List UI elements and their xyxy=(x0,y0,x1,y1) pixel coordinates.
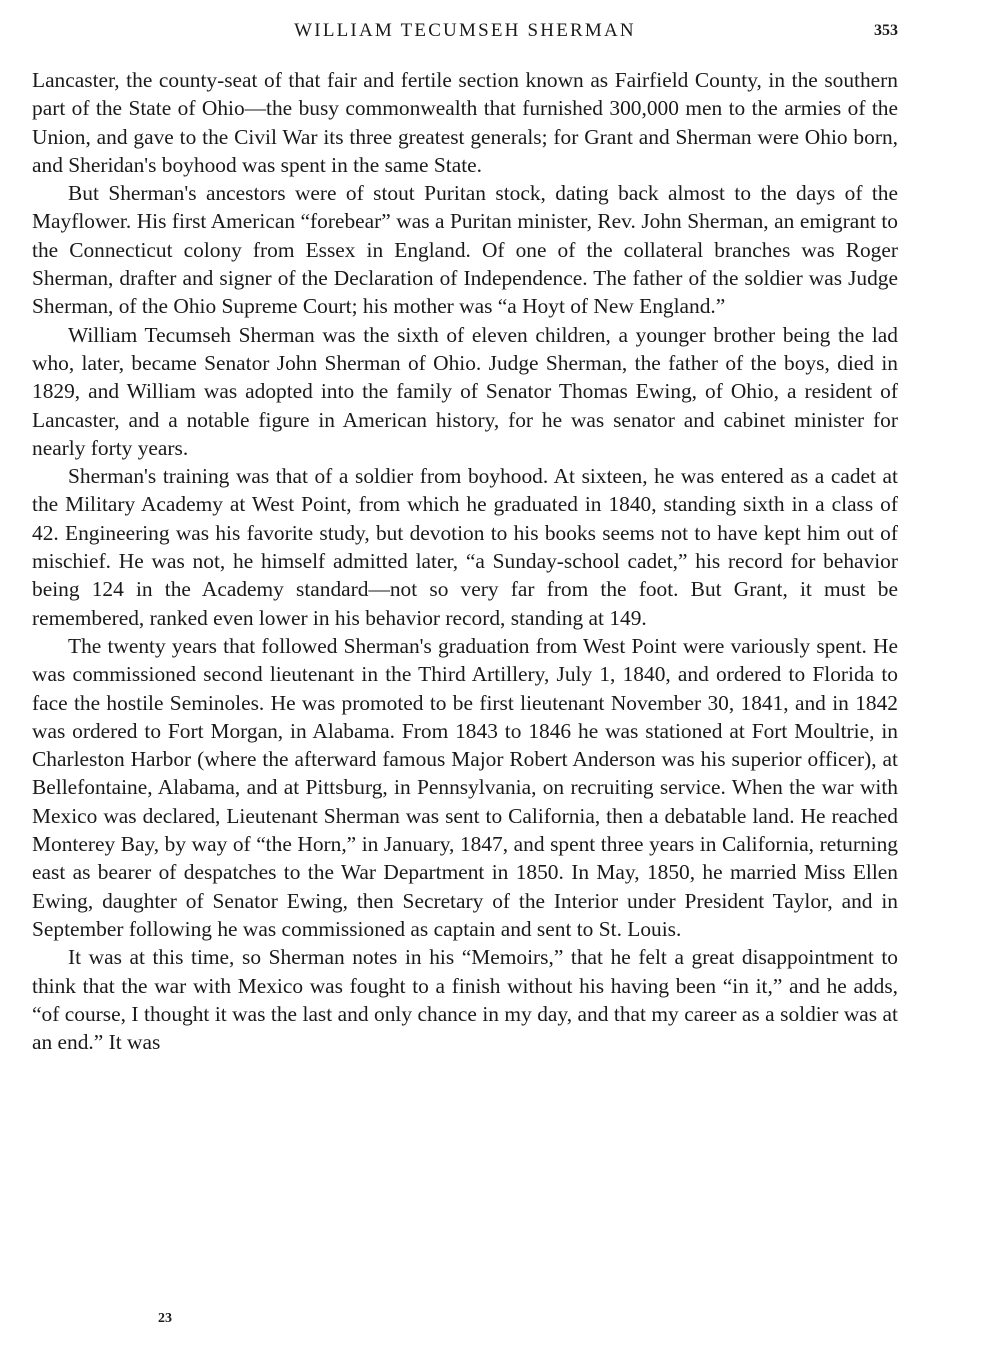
running-title: WILLIAM TECUMSEH SHERMAN xyxy=(294,20,636,41)
paragraph: The twenty years that followed Sherman's graduation from West Point were variously spent. He was commissioned second lieutenant in the Third Artillery, July 1, 1840, and ordered to Florida to face the hostile Seminoles. He was promoted to be first lieutenant November 30, 1841, and in 1842 was ordered to Fort Morgan, in Alabama. From 1843 to 1846 he was stationed at Fort Moultrie, in Charleston Harbor (where the afterward famous Major Robert Anderson was his superior officer), at Bellefontaine, Alabama, and at Pittsburg, in Pennsylvania, on recruiting service. When the war with Mexico was declared, Lieutenant Sherman was sent to California, then a debatable land. He reached Monterey Bay, by way of “the Horn,” in January, 1847, and spent three years in California, returning east as bearer of despatches to the War Department in 1850. In May, 1850, he married Miss Ellen Ewing, daughter of Senator Ewing, then Secretary of the Interior under President Taylor, and in September following he was commissioned as captain and sent to St. Louis. xyxy=(32,633,898,941)
paragraph: It was at this time, so Sherman notes in his “Memoirs,” that he felt a great disappointment to think that the war with Mexico was fought to a finish without his having been “in it,” and he adds, “of course, I thought it was the last and only chance in my day, and that my career as a soldier was at an end.” It was xyxy=(32,945,898,1055)
paragraph: William Tecumseh Sherman was the sixth of eleven children, a younger brother being the lad who, later, became Senator John Sherman of Ohio. Judge Sherman, the father of the boys, died in 1829, and William was adopted into the family of Senator Thomas Ewing, of Ohio, a resident of Lancaster, and a notable figure in American history, for he was senator and cabinet minister for nearly forty years. xyxy=(32,322,898,460)
body-text xyxy=(32,66,898,1056)
paragraph: Lancaster, the county-seat of that fair and fertile section known as Fairfield County, in the southern part of the State of Ohio—the busy commonwealth that furnished 300,000 men to the armies of the Union, and gave to the Civil War its three greatest generals; for Grant and Sherman were Ohio born, and Sheridan's boyhood was spent in the same State. xyxy=(32,68,898,177)
paragraph: Sherman's training was that of a soldier from boyhood. At sixteen, he was entered as a cadet at the Military Academy at West Point, from which he graduated in 1840, standing sixth in a class of 42. Engineering was his favorite study, but devotion to his books seems not to have kept him out of mischief. He was not, he himself admitted later, “a Sunday-school cadet,” his record for behavior being 124 in the Academy standard—not so very far from the foot. But Grant, it must be remembered, ranked even lower in his behavior record, standing at 149. xyxy=(32,464,898,630)
page-number: 353 xyxy=(874,22,898,39)
page-header xyxy=(32,18,898,48)
signature-mark: 23 xyxy=(158,1311,172,1326)
paragraph: But Sherman's ancestors were of stout Puritan stock, dating back almost to the days of the Mayflower. His first American “forebear” was a Puritan minister, Rev. John Sherman, an emigrant to the Connecticut colony from Essex in England. Of one of the collateral branches was Roger Sherman, drafter and signer of the Declaration of Independence. The father of the soldier was Judge Sherman, of the Ohio Supreme Court; his mother was “a Hoyt of New England.” xyxy=(32,181,898,319)
